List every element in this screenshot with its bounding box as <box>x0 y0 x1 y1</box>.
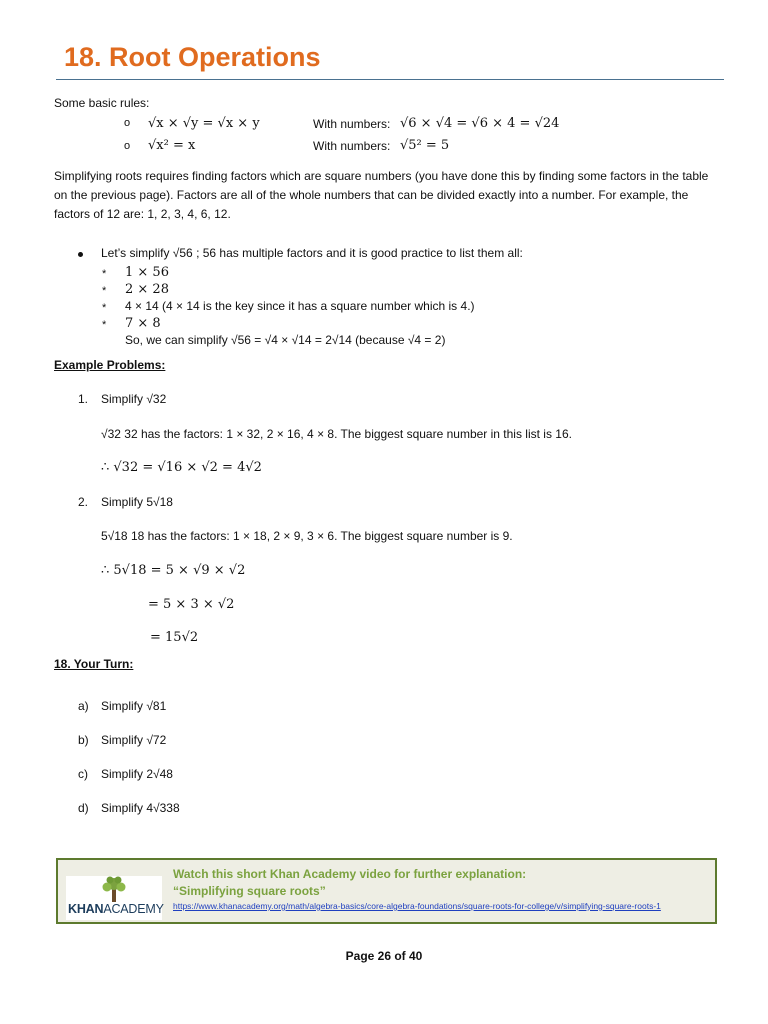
factor-star-2: * <box>102 285 107 297</box>
rule1-numbers-label: With numbers: <box>313 117 391 131</box>
factor-4: 7 × 8 <box>125 316 161 331</box>
your-turn-letter-b: b) <box>78 733 89 747</box>
rule1-bullet: o <box>124 117 131 129</box>
khan-academy-callout <box>56 858 717 924</box>
rule2-numbers-label: With numbers: <box>313 139 391 153</box>
your-turn-letter-c: c) <box>78 767 88 781</box>
factor-1: 1 × 56 <box>125 265 169 280</box>
example2-factors: 5√18 18 has the factors: 1 × 18, 2 × 9, 3 × 6. The biggest square number is 9. <box>101 529 513 543</box>
khan-wordmark-bold: KHAN <box>68 902 104 916</box>
your-turn-item-a: Simplify √81 <box>101 699 167 713</box>
example1-label: Simplify √32 <box>101 392 167 406</box>
explanation-paragraph: Simplifying roots requires finding factors which are square numbers (you have done this by finding some factors in the table on the previous page). Factors are all of the whole numbers that can be divided exactly into a number. For example, the factors of 12 are: 1, 2, 3, 4, 6, 12. <box>54 169 709 221</box>
example2-label: Simplify 5√18 <box>101 495 173 509</box>
example2-step1: ∴ 5√18 = 5 × √9 × √2 <box>101 563 246 578</box>
simplify56-conclusion: So, we can simplify √56 = √4 × √14 = 2√14 (because √4 = 2) <box>125 333 446 347</box>
simplify56-bullet <box>78 252 83 257</box>
khan-video-link[interactable]: https://www.khanacademy.org/math/algebra-basics/core-algebra-foundations/square-roots-for-college/v/simplifying-square-roots-1 <box>173 901 661 911</box>
your-turn-item-c: Simplify 2√48 <box>101 767 173 781</box>
khan-wordmark-light: ACADEMY <box>103 902 164 916</box>
title-underline <box>56 79 724 80</box>
example1-factors: √32 32 has the factors: 1 × 32, 2 × 16, 4 × 8. The biggest square number in this list is 16. <box>101 427 572 441</box>
examples-heading: Example Problems: <box>54 358 166 372</box>
factor-2: 2 × 28 <box>125 282 169 297</box>
factor-star-4: * <box>102 319 107 331</box>
simplify56-lead: Let’s simplify √56 ; 56 has multiple factors and it is good practice to list them all: <box>101 246 523 260</box>
example1-number: 1. <box>78 392 89 406</box>
example2-step2: = 5 × 3 × √2 <box>148 597 235 612</box>
page-number: Page 26 of 40 <box>345 949 423 963</box>
rule2-bullet: o <box>124 140 131 152</box>
factor-star-3: * <box>102 302 107 314</box>
page-title: 18. Root Operations <box>64 42 321 72</box>
your-turn-item-b: Simplify √72 <box>101 733 167 747</box>
tree-icon <box>66 876 162 902</box>
factor-3: 4 × 14 (4 × 14 is the key since it has a square number which is 4.) <box>125 299 475 313</box>
your-turn-letter-d: d) <box>78 801 89 815</box>
example1-solution: ∴ √32 = √16 × √2 = 4√2 <box>101 460 262 475</box>
rule1-numbers: √6 × √4 = √6 × 4 = √24 <box>400 116 560 131</box>
your-turn-letter-a: a) <box>78 699 89 713</box>
rule2-expression: √x² = x <box>148 138 196 153</box>
your-turn-item-d: Simplify 4√338 <box>101 801 180 815</box>
rules-intro: Some basic rules: <box>54 96 150 110</box>
khan-headline: Watch this short Khan Academy video for further explanation: <box>173 867 527 881</box>
example2-number: 2. <box>78 495 89 509</box>
rule1-expression: √x × √y = √x × y <box>148 116 260 131</box>
your-turn-heading: 18. Your Turn: <box>54 657 134 671</box>
example2-step3: = 15√2 <box>150 630 199 645</box>
rule2-numbers: √5² = 5 <box>400 138 450 153</box>
khan-academy-wordmark <box>68 902 164 916</box>
factor-star-1: * <box>102 268 107 280</box>
khan-video-title: “Simplifying square roots” <box>173 884 326 898</box>
khan-academy-logo <box>66 876 162 920</box>
